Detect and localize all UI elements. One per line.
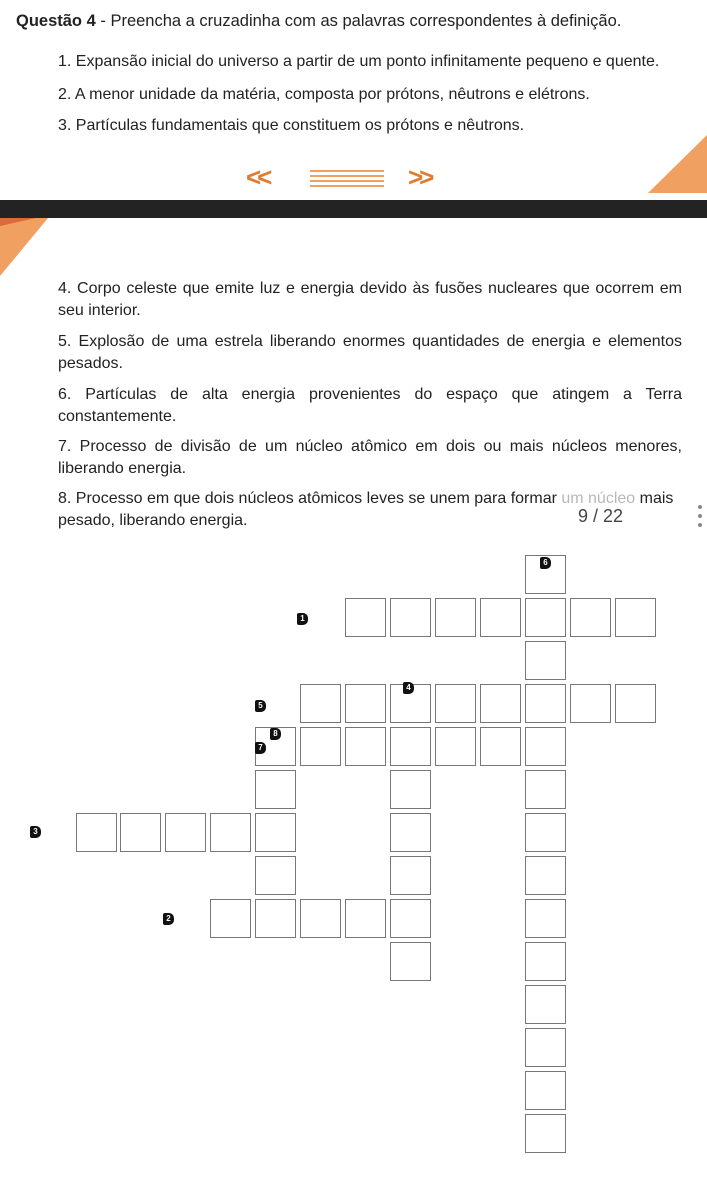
clue-number-badge-6: 6 — [540, 557, 551, 569]
crossword-cell[interactable] — [255, 813, 296, 852]
clue-number-badge-7: 7 — [255, 742, 266, 754]
clue-2: 2. A menor unidade da matéria, composta por prótons, nêutrons e elétrons. — [58, 86, 590, 103]
crossword-cell[interactable] — [255, 770, 296, 809]
crossword-cell[interactable] — [300, 899, 341, 938]
decor-triangle-top — [648, 135, 707, 193]
crossword-cell[interactable] — [525, 727, 566, 766]
crossword-cell[interactable] — [525, 598, 566, 637]
nav-prev-button[interactable]: << — [246, 162, 269, 192]
crossword-cell[interactable] — [480, 727, 521, 766]
crossword-cell[interactable] — [525, 770, 566, 809]
page-counter: 9 / 22 — [578, 506, 624, 526]
crossword-cell[interactable] — [435, 727, 476, 766]
crossword-cell[interactable] — [525, 1071, 566, 1110]
crossword-cell[interactable] — [525, 1114, 566, 1153]
clue-number-badge-3: 3 — [30, 826, 41, 838]
crossword-cell[interactable] — [615, 598, 656, 637]
nav-next-button[interactable]: >> — [408, 162, 431, 192]
menu-icon[interactable] — [310, 170, 384, 190]
crossword-cell[interactable] — [525, 1028, 566, 1067]
crossword-cell[interactable] — [390, 598, 431, 637]
clue-6: 6. Partículas de alta energia provenientes do espaço que atingem a Terra constantemente. — [58, 386, 683, 425]
clue-number-badge-8: 8 — [270, 728, 281, 740]
crossword-cell[interactable] — [570, 598, 611, 637]
clue-number-badge-2: 2 — [163, 913, 174, 925]
crossword-cell[interactable] — [345, 598, 386, 637]
clue-5: 5. Explosão de uma estrela liberando enormes quantidades de energia e elementos pesados. — [58, 333, 683, 372]
crossword-cell[interactable] — [525, 813, 566, 852]
crossword-cell[interactable] — [435, 598, 476, 637]
crossword-cell[interactable] — [570, 684, 611, 723]
more-options-icon[interactable] — [698, 505, 702, 532]
crossword-cell[interactable] — [525, 985, 566, 1024]
crossword-cell[interactable] — [390, 899, 431, 938]
clue-number-badge-4: 4 — [403, 682, 414, 694]
crossword-cell[interactable] — [525, 641, 566, 680]
decor-triangle-bottom — [0, 218, 48, 276]
crossword-cell[interactable] — [300, 684, 341, 723]
clue-7: 7. Processo de divisão de um núcleo atômico em dois ou mais núcleos menores, liberando energia. — [58, 438, 682, 477]
crossword-cell[interactable] — [210, 899, 251, 938]
divider-band — [0, 200, 707, 218]
crossword-cell[interactable] — [390, 813, 431, 852]
crossword-cell[interactable] — [525, 684, 566, 723]
crossword-cell[interactable] — [300, 727, 341, 766]
crossword-cell[interactable] — [120, 813, 161, 852]
clue-number-badge-5: 5 — [255, 700, 266, 712]
crossword-cell[interactable] — [525, 856, 566, 895]
crossword-cell[interactable] — [255, 856, 296, 895]
crossword-cell[interactable] — [345, 684, 386, 723]
clue-number-badge-1: 1 — [297, 613, 308, 625]
question-instruction: - Preencha a cruzadinha com as palavras correspondentes à definição. — [95, 12, 622, 30]
clue-4: 4. Corpo celeste que emite luz e energia devido às fusões nucleares que ocorrem em seu interior. — [58, 280, 682, 319]
clue-1: 1. Expansão inicial do universo a partir de um ponto infinitamente pequeno e quente. — [58, 53, 660, 70]
crossword-cell[interactable] — [390, 770, 431, 809]
clue-8: 8. Processo em que dois núcleos atômicos leves se unem para formar um núcleo mais pesado, liberando energia. — [58, 490, 674, 529]
crossword-cell[interactable] — [525, 942, 566, 981]
crossword-cell[interactable] — [480, 598, 521, 637]
crossword-cell[interactable] — [210, 813, 251, 852]
crossword-cell[interactable] — [615, 684, 656, 723]
crossword-cell[interactable] — [345, 899, 386, 938]
crossword-cell[interactable] — [390, 856, 431, 895]
question-title — [16, 12, 621, 31]
crossword-cell[interactable] — [345, 727, 386, 766]
crossword-cell[interactable] — [435, 684, 476, 723]
question-label: Questão 4 — [16, 12, 96, 30]
crossword-cell[interactable] — [165, 813, 206, 852]
crossword-cell[interactable] — [255, 899, 296, 938]
crossword-cell[interactable] — [390, 727, 431, 766]
clue-3: 3. Partículas fundamentais que constituem os prótons e nêutrons. — [58, 117, 525, 134]
crossword-cell[interactable] — [525, 899, 566, 938]
crossword-cell[interactable] — [480, 684, 521, 723]
crossword-cell[interactable] — [76, 813, 117, 852]
crossword-cell[interactable] — [390, 942, 431, 981]
